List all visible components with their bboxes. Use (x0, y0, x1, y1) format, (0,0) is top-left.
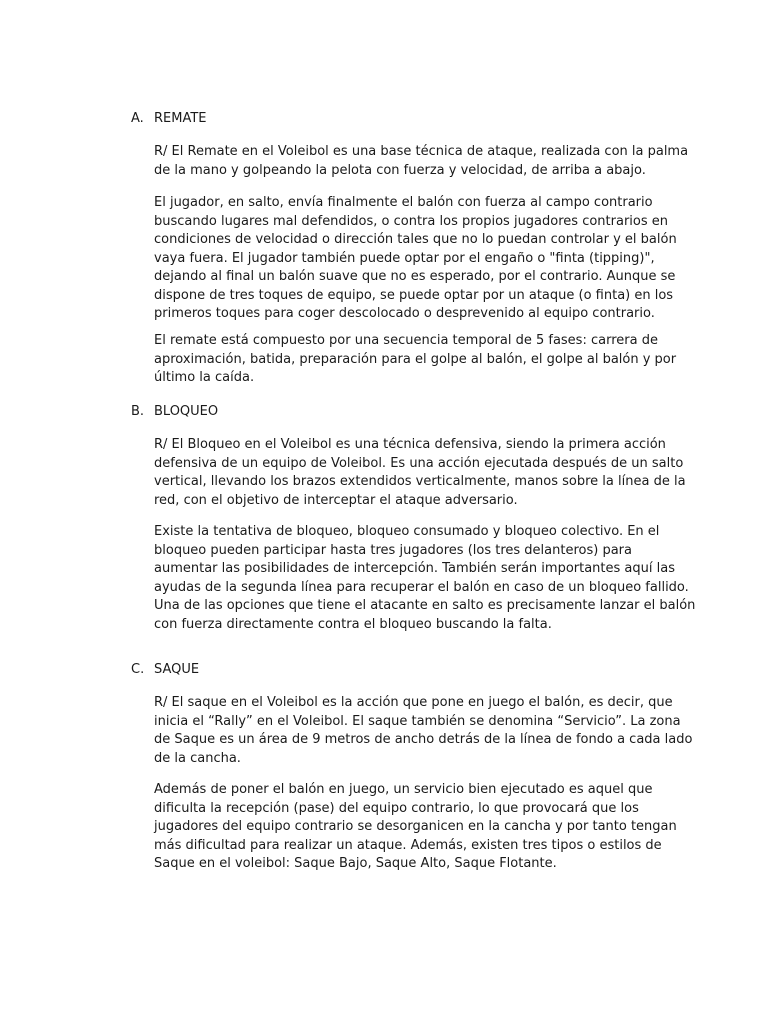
text-line: R/ El Remate en el Voleibol es una base técnica de ataque, realizada con la palma (154, 144, 689, 159)
section-title: BLOQUEO (154, 404, 219, 419)
paragraph (154, 694, 693, 768)
text-line: vaya fuera. El jugador también puede optar por el engaño o "finta (tipping)", (154, 250, 655, 266)
paragraph (154, 332, 677, 388)
text-line: vertical, llevando los brazos extendidos verticalmente, manos sobre la línea de la (154, 474, 686, 489)
text-line: red, con el objetivo de interceptar el ataque adversario. (154, 492, 518, 508)
text-line: ayudas de la segunda línea para recuperar el balón en caso de un bloqueo fallido. (154, 579, 689, 595)
section-letter: A. (131, 111, 144, 126)
text-line: último la caída. (154, 370, 255, 385)
text-line: bloqueo pueden participar hasta tres jugadores (los tres delanteros) para (154, 542, 632, 558)
text-line: aumentar las posibilidades de intercepción. También serán importantes aquí las (154, 561, 675, 576)
text-line: aproximación, batida, preparación para el golpe al balón, el golpe al balón y por (154, 351, 677, 367)
text-line: jugadores del equipo contrario se desorganicen en la cancha y por tanto tengan (154, 819, 677, 834)
text-line: de Saque es un área de 9 metros de ancho detrás de la línea de fondo a cada lado (154, 732, 693, 747)
section-heading (131, 110, 207, 129)
text-line: Saque en el voleibol: Saque Bajo, Saque Alto, Saque Flotante. (154, 856, 557, 871)
text-line: Una de las opciones que tiene el atacante en salto es precisamente lanzar el balón (154, 598, 696, 613)
text-line: más dificultad para realizar un ataque. Además, existen tres tipos o estilos de (154, 837, 662, 853)
text-line: Además de poner el balón en juego, un servicio bien ejecutado es aquel que (154, 782, 653, 797)
section-letter: B. (131, 404, 145, 419)
paragraph (154, 436, 686, 510)
text-line: El remate está compuesto por una secuencia temporal de 5 fases: carrera de (154, 333, 658, 348)
paragraph (154, 523, 696, 634)
text-line: El jugador, en salto, envía finalmente el balón con fuerza al campo contrario (154, 195, 653, 210)
paragraph (154, 143, 689, 180)
text-line: dificulta la recepción (pase) del equipo contrario, lo que provocará que los (154, 800, 639, 816)
text-line: dispone de tres toques de equipo, se puede optar por un ataque (o finta) en los (154, 287, 674, 303)
text-line: defensiva de un equipo de Voleibol. Es una acción ejecutada después de un salto (154, 455, 684, 471)
section-title: SAQUE (154, 662, 200, 677)
text-line: buscando lugares mal defendidos, o contra los propios jugadores contrarios en (154, 213, 668, 229)
text-line: de la mano y golpeando la pelota con fuerza y velocidad, de arriba a abajo. (154, 162, 646, 178)
text-line: condiciones de velocidad o dirección tales que no lo puedan controlar y el balón (154, 232, 677, 247)
section-heading (131, 403, 218, 422)
section-heading (131, 661, 199, 680)
text-line: de la cancha. (154, 750, 241, 766)
text-line: con fuerza directamente contra el bloqueo buscando la falta. (154, 616, 552, 632)
text-line: inicia el “Rally” en el Voleibol. El saque también se denomina “Servicio”. La zona (154, 713, 681, 729)
paragraph (154, 194, 677, 324)
text-line: dejando al final un balón suave que no es esperado, por el contrario. Aunque se (154, 269, 676, 284)
text-line: R/ El saque en el Voleibol es la acción que pone en juego el balón, es decir, que (154, 695, 673, 710)
section-title: REMATE (154, 111, 207, 126)
text-line: Existe la tentativa de bloqueo, bloqueo consumado y bloqueo colectivo. En el (154, 524, 660, 539)
text-line: R/ El Bloqueo en el Voleibol es una técnica defensiva, siendo la primera acción (154, 437, 666, 452)
text-line: primeros toques para coger descolocado o desprevenido al equipo contrario. (154, 306, 655, 321)
section-letter: C. (131, 662, 145, 677)
paragraph (154, 781, 677, 874)
